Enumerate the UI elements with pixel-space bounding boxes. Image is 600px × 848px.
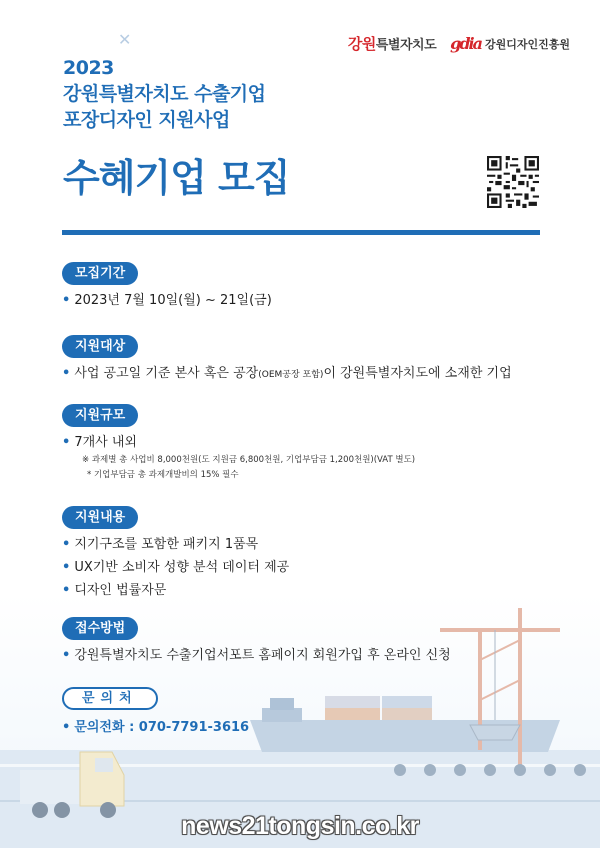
title-line-3: 포장디자인 지원사업 (63, 109, 230, 131)
gangwon-logo-text: 특별자치도 (375, 38, 437, 53)
method-label: 접수방법 (62, 617, 138, 640)
scale-item (62, 432, 415, 453)
target-label: 지원대상 (62, 335, 138, 358)
target-text-a: 사업 공고일 기준 본사 혹은 공장 (74, 366, 259, 381)
title-block (63, 55, 289, 202)
cargo-ship (250, 696, 560, 752)
bullet-icon: • (62, 293, 71, 308)
gangwon-logo (348, 33, 436, 54)
content-text-3: 디자인 법률자문 (74, 583, 167, 598)
main-title: 수혜기업 모집 (63, 156, 290, 200)
gangwon-logo-red: 강원 (347, 35, 376, 53)
section-inquiry (62, 687, 249, 735)
title-line-2: 강원특별자치도 수출기업 (63, 83, 266, 105)
qr-code[interactable] (487, 156, 539, 208)
section-period (62, 262, 272, 311)
title-year: 2023 (63, 57, 114, 79)
scale-label: 지원규모 (62, 404, 138, 427)
period-label: 모집기간 (62, 262, 138, 285)
content-text-2: UX기반 소비자 성향 분석 데이터 제공 (74, 560, 290, 575)
bullet-icon: • (62, 366, 71, 381)
target-text-small: (OEM공장 포함) (258, 370, 324, 380)
bullet-icon: • (62, 537, 71, 552)
section-content (62, 506, 289, 601)
content-label: 지원내용 (62, 506, 138, 529)
inquiry-phone[interactable]: 문의전화 : 070-7791-3616 (74, 720, 250, 735)
content-item-3 (62, 580, 289, 601)
gdia-logo-text: 강원디자인진흥원 (484, 37, 570, 51)
bullet-icon: • (62, 720, 71, 735)
gdia-logo-mark: gdia (450, 34, 481, 53)
bullet-icon: • (62, 560, 71, 575)
target-item (62, 363, 512, 386)
content-item-2 (62, 557, 289, 578)
bullet-icon: • (62, 648, 71, 663)
scale-note-1: ※ 과제별 총 사업비 8,000천원(도 지원금 6,800천원, 기업부담금 1,200천원)(VAT 별도) (82, 455, 416, 465)
section-scale (62, 404, 415, 483)
content-item-1 (62, 534, 289, 555)
watermark: news21tongsin.co.kr (181, 812, 419, 840)
sparkle-decoration: ✕ (118, 30, 132, 49)
inquiry-label: 문의처 (62, 687, 158, 710)
section-target (62, 335, 512, 386)
inquiry-item (62, 716, 249, 735)
content-text-1: 지기구조를 포함한 패키지 1품목 (74, 537, 259, 552)
target-text-b: 이 강원특별자치도에 소재한 기업 (323, 366, 512, 381)
gdia-logo (450, 34, 570, 53)
scale-text: 7개사 내외 (74, 435, 137, 450)
header-logos (348, 33, 570, 54)
period-text: 2023년 7월 10일(월) ~ 21일(금) (74, 293, 272, 308)
title-divider (62, 230, 540, 235)
scale-note-2: * 기업부담금 총 과제개발비의 15% 필수 (87, 470, 239, 480)
period-item (62, 290, 272, 311)
bullet-icon: • (62, 583, 71, 598)
bullet-icon: • (62, 435, 71, 450)
method-text: 강원특별자치도 수출기업서포트 홈페이지 회원가입 후 온라인 신청 (74, 648, 451, 663)
